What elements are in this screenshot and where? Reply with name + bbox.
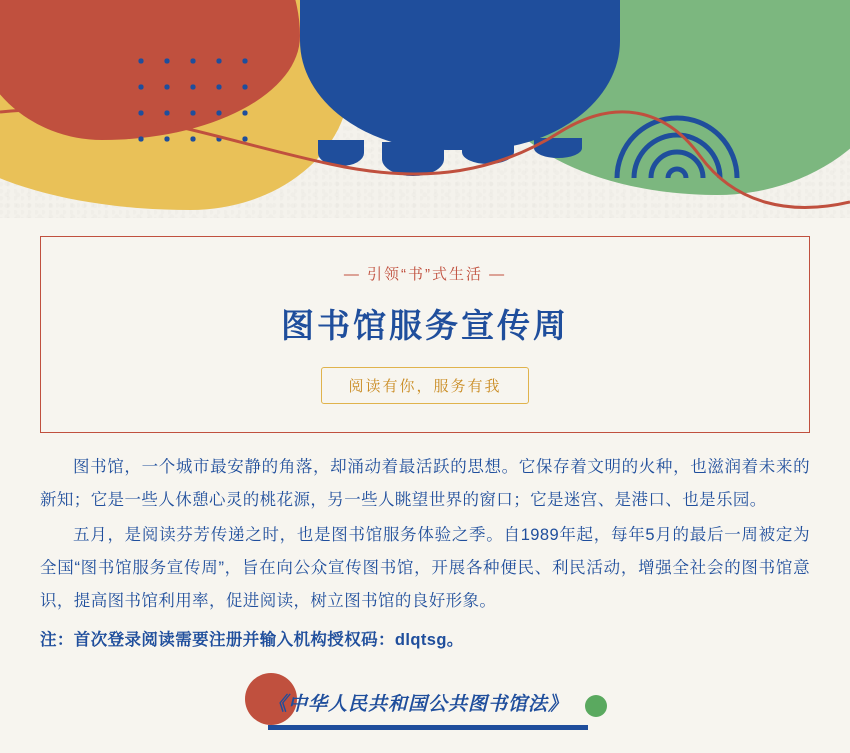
page-title: 图书馆服务宣传周 <box>281 307 569 344</box>
law-title: 《中华人民共和国公共图书馆法》 <box>268 694 569 715</box>
paragraph: 五月，是阅读芬芳传递之时，也是图书馆服务体验之季。自1989年起，每年5月的最后一周被定为全国“图书馆服务宣传周”，旨在向公众宣传图书馆，开展各种便民、利民活动，增强全社会的图书馆意识，提高图书馆利用率，促进阅读，树立图书馆的良好形象。 <box>40 526 810 610</box>
paragraph: 图书馆，一个城市最安静的角落，却涌动着最活跃的思想。它保存着文明的火种，也滋润着未来的新知；它是一些人休憩心灵的桃花源，另一些人眺望世界的窗口；它是迷宫、是港口、也是乐园。 <box>40 458 810 509</box>
law-reference-block <box>40 671 810 743</box>
article-body <box>40 451 810 657</box>
law-underline <box>268 725 588 730</box>
title-kicker: — 引领“书”式生活 — <box>343 266 507 283</box>
green-circle-decoration <box>585 695 607 717</box>
header-banner <box>0 0 850 218</box>
title-card <box>40 236 810 433</box>
slogan-badge: 阅读有你，服务有我 <box>321 367 528 404</box>
red-wave-line-icon <box>0 98 850 218</box>
authorization-note: 注：首次登录阅读需要注册并输入机构授权码：dlqtsg。 <box>40 631 464 649</box>
